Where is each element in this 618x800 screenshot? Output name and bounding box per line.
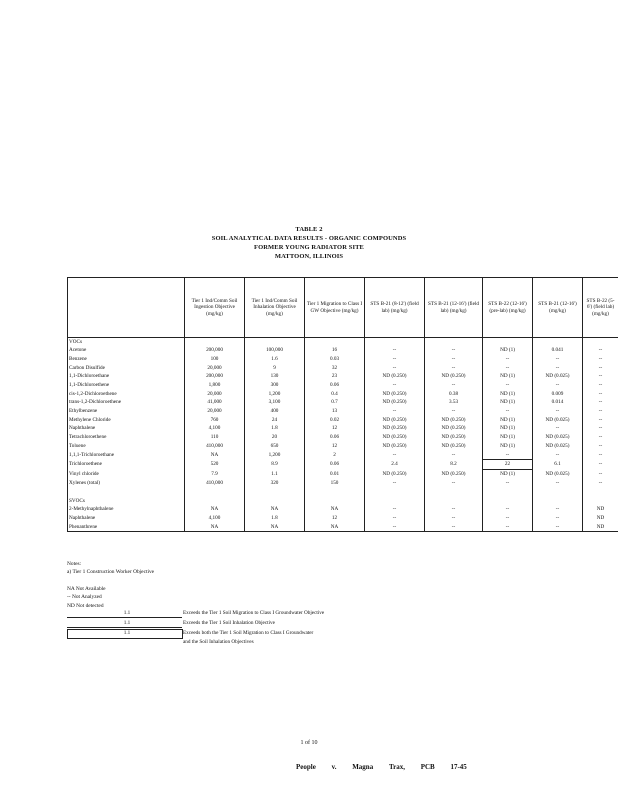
table-cell: 23 xyxy=(305,372,365,381)
footer-word: Magna xyxy=(352,763,374,771)
note-line: ND Not detected xyxy=(67,602,104,609)
column-header: STS B-22 (12-16') (pre-lab) (mg/kg) xyxy=(483,278,533,338)
table-cell: -- xyxy=(533,478,583,487)
table-cell: -- xyxy=(483,450,533,459)
table-cell: 20,000 xyxy=(185,389,245,398)
results-table xyxy=(67,277,618,532)
empty-cell xyxy=(583,487,618,497)
table-cell: -- xyxy=(583,450,618,459)
empty-cell xyxy=(305,487,365,497)
table-cell: 20,000 xyxy=(185,363,245,372)
empty-cell xyxy=(68,487,185,497)
legend-description: Exceeds both the Tier 1 Soil Migration to Class I Groundwater xyxy=(183,630,314,636)
empty-cell xyxy=(533,487,583,497)
table-cell: -- xyxy=(425,514,483,523)
table-cell: ND xyxy=(583,522,618,531)
table-row xyxy=(68,407,618,416)
table-row xyxy=(68,355,618,364)
table-cell: -- xyxy=(533,381,583,390)
table-cell: 0.03 xyxy=(305,355,365,364)
table-cell: -- xyxy=(533,450,583,459)
note-line xyxy=(67,577,154,585)
table-row xyxy=(68,381,618,390)
empty-cell xyxy=(365,487,425,497)
section-heading-row xyxy=(68,338,618,347)
table-cell: -- xyxy=(483,505,533,514)
empty-cell xyxy=(185,487,245,497)
table-cell: 130 xyxy=(245,372,305,381)
table-cell: NA xyxy=(305,505,365,514)
table-cell: ND (0.250) xyxy=(365,389,425,398)
table-cell: 2.4 xyxy=(365,459,425,469)
table-row xyxy=(68,459,618,469)
empty-cell xyxy=(185,497,245,505)
table-cell: -- xyxy=(583,469,618,478)
table-row xyxy=(68,372,618,381)
table-cell: 0.38 xyxy=(425,389,483,398)
table-cell: ND (0.250) xyxy=(365,372,425,381)
table-cell: ND (0.250) xyxy=(365,469,425,478)
table-cell: 1.6 xyxy=(245,355,305,364)
table-cell: 320 xyxy=(245,478,305,487)
table-cell: 410,000 xyxy=(185,442,245,451)
empty-cell xyxy=(425,338,483,347)
table-cell: 0.014 xyxy=(533,398,583,407)
table-cell: ND (0.025) xyxy=(533,469,583,478)
table-cell: -- xyxy=(483,363,533,372)
table-cell: 24 xyxy=(245,416,305,425)
footer-word: PCB xyxy=(420,763,435,771)
table-cell: NA xyxy=(185,450,245,459)
table-cell: -- xyxy=(365,407,425,416)
section-heading-row xyxy=(68,497,618,505)
table-cell: ND (0.250) xyxy=(425,416,483,425)
table-cell: 1.1 xyxy=(245,469,305,478)
notes-block xyxy=(67,560,154,610)
legend-description: Exceeds the Tier 1 Soil Inhalation Objective xyxy=(183,620,275,626)
table-cell: 3.53 xyxy=(425,398,483,407)
table-cell: ND (0.250) xyxy=(425,433,483,442)
compound-name: cis-1,2-Dichloroethene xyxy=(68,389,185,398)
footer-citation xyxy=(296,763,481,771)
table-cell: 0.4 xyxy=(305,389,365,398)
table-row xyxy=(68,450,618,459)
empty-cell xyxy=(583,338,618,347)
table-cell: 20 xyxy=(245,433,305,442)
table-cell: -- xyxy=(425,522,483,531)
empty-cell xyxy=(425,487,483,497)
table-cell: -- xyxy=(425,407,483,416)
table-cell: 0.7 xyxy=(305,398,365,407)
section-heading: VOCs xyxy=(68,338,185,347)
table-cell: 650 xyxy=(245,442,305,451)
table-cell: ND (0.025) xyxy=(533,416,583,425)
table-title: SOIL ANALYTICAL DATA RESULTS - ORGANIC COMPOUNDS xyxy=(211,235,407,242)
table-cell: ND xyxy=(583,514,618,523)
legend-row xyxy=(67,610,427,619)
table-header-row xyxy=(68,278,618,338)
table-cell: ND (0.250) xyxy=(365,442,425,451)
table-cell: -- xyxy=(425,355,483,364)
table-cell: -- xyxy=(483,478,533,487)
compound-name: Ethylbenzene xyxy=(68,407,185,416)
table-cell: ND (0.250) xyxy=(365,433,425,442)
table-cell: -- xyxy=(583,442,618,451)
empty-cell xyxy=(245,497,305,505)
table-cell: 12 xyxy=(305,442,365,451)
table-cell: -- xyxy=(425,346,483,355)
table-cell: 12 xyxy=(305,424,365,433)
compound-name: 2-Methylnaphthalene xyxy=(68,505,185,514)
table-cell: ND (1) xyxy=(483,442,533,451)
empty-cell xyxy=(533,338,583,347)
table-cell: 1.8 xyxy=(245,424,305,433)
compound-name: Vinyl chloride xyxy=(68,469,185,478)
table-cell: -- xyxy=(425,478,483,487)
table-cell: ND (0.250) xyxy=(425,372,483,381)
table-cell: -- xyxy=(365,346,425,355)
table-cell: 200,000 xyxy=(185,372,245,381)
table-cell: -- xyxy=(533,522,583,531)
table-cell: -- xyxy=(365,478,425,487)
table-cell: 150 xyxy=(305,478,365,487)
table-cell: ND (1) xyxy=(483,424,533,433)
legend-line-marker xyxy=(67,617,182,618)
table-cell: ND (1) xyxy=(483,372,533,381)
table-cell: -- xyxy=(425,450,483,459)
table-cell: 1,200 xyxy=(245,450,305,459)
table-cell: 2 xyxy=(305,450,365,459)
site-name: FORMER YOUNG RADIATOR SITE xyxy=(254,244,364,251)
table-cell: 4,100 xyxy=(185,424,245,433)
table-cell: -- xyxy=(583,381,618,390)
table-cell: NA xyxy=(245,522,305,531)
table-cell: ND (0.250) xyxy=(365,398,425,407)
legend-line-marker xyxy=(67,627,182,628)
compound-name: Naphthalene xyxy=(68,514,185,523)
table-cell: 110 xyxy=(185,433,245,442)
table-cell: 0.06 xyxy=(305,381,365,390)
table-cell: -- xyxy=(483,514,533,523)
table-cell: 520 xyxy=(185,459,245,469)
table-row xyxy=(68,442,618,451)
compound-name: Acetone xyxy=(68,346,185,355)
table-cell: -- xyxy=(483,381,533,390)
table-cell: -- xyxy=(583,398,618,407)
compound-name: 1,1-Dichloroethane xyxy=(68,372,185,381)
table-cell: -- xyxy=(583,407,618,416)
table-cell: NA xyxy=(245,505,305,514)
table-cell: 16 xyxy=(305,346,365,355)
table-row xyxy=(68,433,618,442)
table-cell: ND (0.025) xyxy=(533,433,583,442)
table-cell: 4,100 xyxy=(185,514,245,523)
table-cell: 9 xyxy=(245,363,305,372)
table-cell: 12 xyxy=(305,514,365,523)
table-cell: 760 xyxy=(185,416,245,425)
table-cell: 13 xyxy=(305,407,365,416)
table-cell: 1.8 xyxy=(245,514,305,523)
legend-description: Exceeds the Tier 1 Soil Migration to Class I Groundwater Objective xyxy=(183,610,325,616)
empty-cell xyxy=(245,487,305,497)
footer-word: Trax, xyxy=(388,763,405,771)
table-cell: -- xyxy=(365,450,425,459)
table-cell: 0.041 xyxy=(533,346,583,355)
table-cell: -- xyxy=(583,416,618,425)
table-cell: 0.06 xyxy=(305,459,365,469)
legend-code: 1.1 xyxy=(123,630,131,636)
column-header: STS B-22 (5-6') (field lab) (mg/kg) xyxy=(583,278,618,338)
empty-cell xyxy=(365,338,425,347)
table-row xyxy=(68,522,618,531)
compound-name: Naphthalene xyxy=(68,424,185,433)
empty-cell xyxy=(483,497,533,505)
compound-name: Benzene xyxy=(68,355,185,364)
table-row xyxy=(68,514,618,523)
table-cell: ND (0.025) xyxy=(533,442,583,451)
empty-cell xyxy=(483,338,533,347)
column-header: Tier 1 Ind/Comm Soil Inhalation Objective (mg/kg) xyxy=(245,278,305,338)
table-cell: -- xyxy=(365,363,425,372)
table-cell: -- xyxy=(365,505,425,514)
table-cell: ND xyxy=(583,505,618,514)
table-cell: -- xyxy=(365,522,425,531)
table-row xyxy=(68,505,618,514)
table-cell: -- xyxy=(583,433,618,442)
table-cell: 0.06 xyxy=(305,433,365,442)
empty-cell xyxy=(185,338,245,347)
table-cell: ND (0.250) xyxy=(425,424,483,433)
section-heading: SVOCs xyxy=(68,497,185,505)
table-cell: ND (1) xyxy=(483,398,533,407)
table-cell: -- xyxy=(365,381,425,390)
column-header: STS B-21 (8-12') (field lab) (mg/kg) xyxy=(365,278,425,338)
table-cell: ND (1) xyxy=(483,346,533,355)
table-row xyxy=(68,398,618,407)
table-cell: 400 xyxy=(245,407,305,416)
table-cell: -- xyxy=(365,514,425,523)
table-cell: -- xyxy=(533,514,583,523)
column-header xyxy=(68,278,185,338)
table-cell: ND (1) xyxy=(483,469,533,478)
table-cell: 1,800 xyxy=(185,381,245,390)
table-cell: 32 xyxy=(305,363,365,372)
table-cell: -- xyxy=(583,459,618,469)
notes-heading: Notes: xyxy=(67,561,82,567)
table-cell: NA xyxy=(185,522,245,531)
table-cell: ND (0.250) xyxy=(425,469,483,478)
empty-cell xyxy=(583,497,618,505)
table-cell: -- xyxy=(425,505,483,514)
footer-word: 17-45 xyxy=(450,763,467,771)
empty-cell xyxy=(425,497,483,505)
table-cell: -- xyxy=(583,355,618,364)
page-number: 1 of 10 xyxy=(300,740,318,746)
table-cell: 3,100 xyxy=(245,398,305,407)
table-cell: 300 xyxy=(245,381,305,390)
table-cell: -- xyxy=(583,424,618,433)
table-cell: -- xyxy=(483,355,533,364)
table-cell: -- xyxy=(533,363,583,372)
table-row xyxy=(68,424,618,433)
table-cell: -- xyxy=(533,355,583,364)
table-cell: 8.2 xyxy=(425,459,483,469)
legend-code: 1.1 xyxy=(123,620,131,626)
table-row xyxy=(68,416,618,425)
table-cell: 200,000 xyxy=(185,346,245,355)
empty-cell xyxy=(305,338,365,347)
column-header: STS B-21 (12-16') (field lab) (mg/kg) xyxy=(425,278,483,338)
table-cell: 100,000 xyxy=(245,346,305,355)
table-cell: 1,200 xyxy=(245,389,305,398)
table-row xyxy=(68,346,618,355)
empty-cell xyxy=(365,497,425,505)
table-cell: -- xyxy=(425,363,483,372)
table-cell: ND (0.025) xyxy=(533,372,583,381)
empty-cell xyxy=(483,487,533,497)
compound-name: trans-1,2-Dichloroethene xyxy=(68,398,185,407)
table-cell: 41,000 xyxy=(185,398,245,407)
table-cell: -- xyxy=(583,346,618,355)
table-cell: -- xyxy=(425,381,483,390)
site-location: MATTOON, ILLINOIS xyxy=(274,253,344,260)
table-cell: -- xyxy=(583,363,618,372)
table-cell: ND (1) xyxy=(483,389,533,398)
table-cell: -- xyxy=(583,372,618,381)
compound-name: Tetrachloroethene xyxy=(68,433,185,442)
note-line: NA Not Available xyxy=(67,585,106,592)
table-cell: -- xyxy=(533,407,583,416)
compound-name: Xylenes (total) xyxy=(68,478,185,487)
table-cell: 7.9 xyxy=(185,469,245,478)
table-row xyxy=(68,469,618,478)
table-cell: -- xyxy=(365,355,425,364)
empty-cell xyxy=(245,338,305,347)
table-cell: ND (0.250) xyxy=(365,416,425,425)
legend-row xyxy=(67,630,427,645)
table-cell: -- xyxy=(533,505,583,514)
legend-row xyxy=(67,620,427,629)
compound-name: Trichloroethene xyxy=(68,459,185,469)
footer-word: People xyxy=(296,763,316,771)
table-cell: ND (0.250) xyxy=(425,442,483,451)
compound-name: Phenanthrene xyxy=(68,522,185,531)
legend-code: 1.1 xyxy=(123,610,131,616)
table-cell: -- xyxy=(483,522,533,531)
table-cell: 6.1 xyxy=(533,459,583,469)
table-cell: -- xyxy=(483,407,533,416)
table-row xyxy=(68,478,618,487)
compound-name: Toluene xyxy=(68,442,185,451)
empty-cell xyxy=(533,497,583,505)
table-number: TABLE 2 xyxy=(295,226,323,233)
column-header: STS B-21 (12-16') (mg/kg) xyxy=(533,278,583,338)
compound-name: Methylene Chloride xyxy=(68,416,185,425)
table-title-block xyxy=(0,225,618,261)
note-line: -- Not Analyzed xyxy=(67,594,102,601)
table-cell: 0.02 xyxy=(305,416,365,425)
table-cell: 22 xyxy=(483,459,533,469)
table-cell: ND (1) xyxy=(483,416,533,425)
table-cell: -- xyxy=(533,424,583,433)
table-cell: 0.009 xyxy=(533,389,583,398)
table-row xyxy=(68,389,618,398)
compound-name: 1,1,1-Trichloroethane xyxy=(68,450,185,459)
table-cell: 0.01 xyxy=(305,469,365,478)
table-cell: 8.9 xyxy=(245,459,305,469)
table-row xyxy=(68,363,618,372)
footer-word: v. xyxy=(331,763,337,771)
table-cell: NA xyxy=(305,522,365,531)
compound-name: Carbon Disulfide xyxy=(68,363,185,372)
empty-cell xyxy=(305,497,365,505)
table-cell: 410,000 xyxy=(185,478,245,487)
table-cell: NA xyxy=(185,505,245,514)
table-cell: -- xyxy=(583,478,618,487)
table-cell: -- xyxy=(583,389,618,398)
column-header: Tier 1 Migration to Class I GW Objective (mg/kg) xyxy=(305,278,365,338)
note-line: a) Tier 1 Construction Worker Objective xyxy=(67,569,155,576)
column-header: Tier 1 Ind/Comm Soil Ingestion Objective (mg/kg) xyxy=(185,278,245,338)
table-cell: 20,000 xyxy=(185,407,245,416)
spacer-row xyxy=(68,487,618,497)
table-cell: 100 xyxy=(185,355,245,364)
table-cell: ND (0.250) xyxy=(365,424,425,433)
table-body xyxy=(68,338,618,532)
table-cell: ND (1) xyxy=(483,433,533,442)
compound-name: 1,1-Dichloroethene xyxy=(68,381,185,390)
legend-description-cont: and the Soil Inhalation Objectives xyxy=(183,639,254,645)
